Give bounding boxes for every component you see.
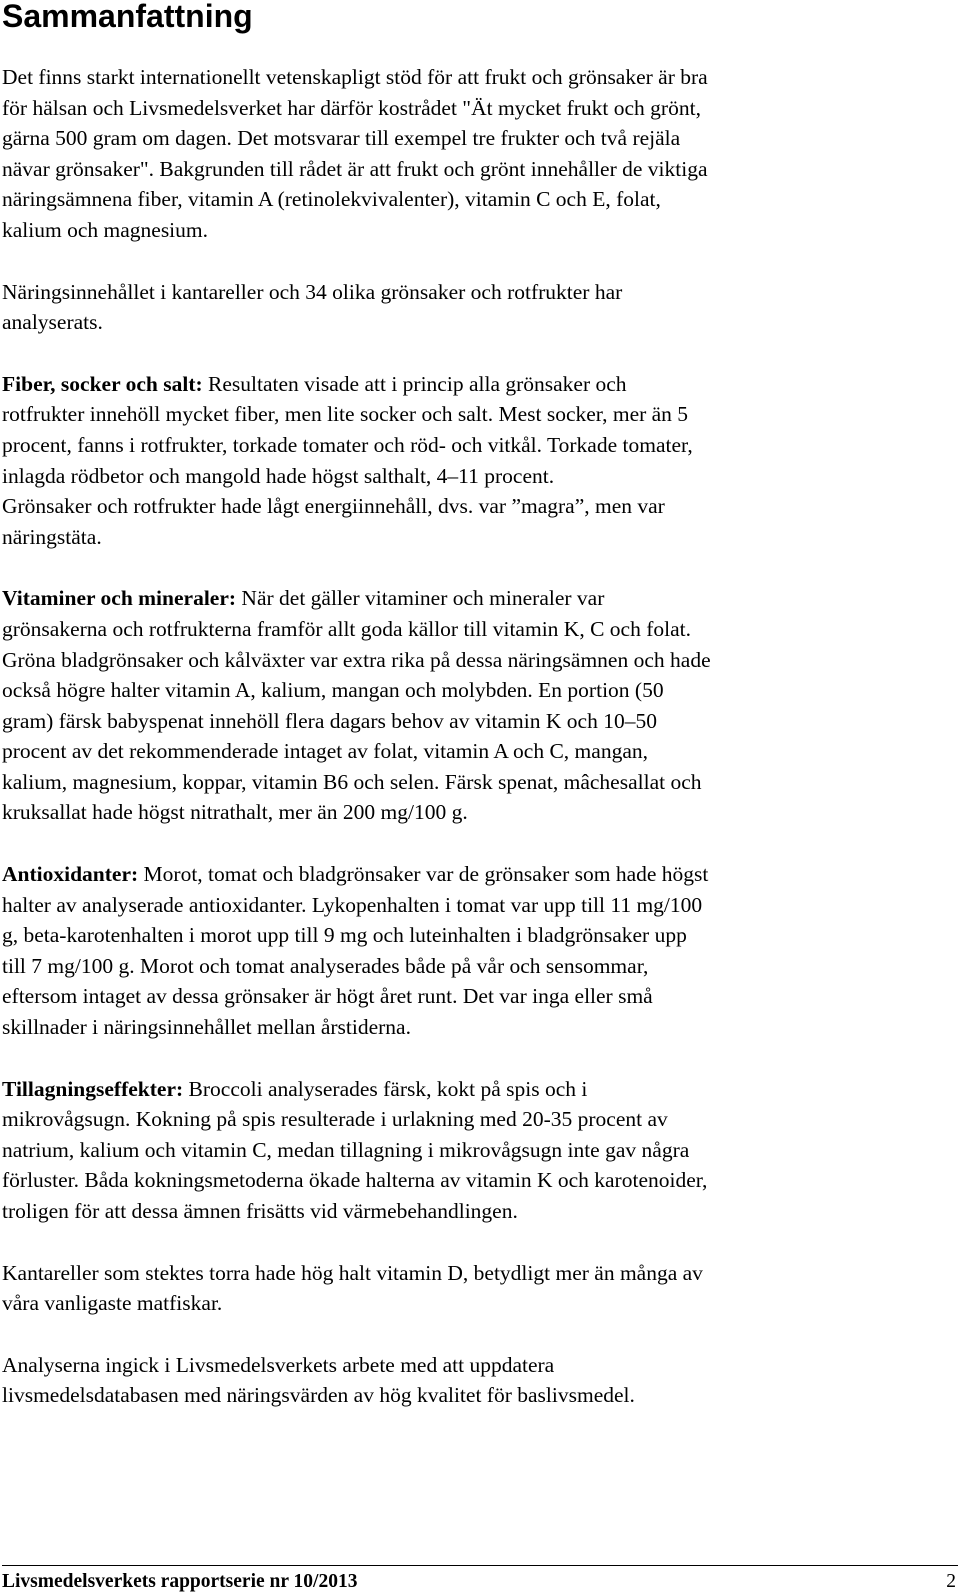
paragraph-chanterelles xyxy=(2,1258,942,1319)
paragraph-cooking-effects xyxy=(2,1074,942,1227)
report-series: Livsmedelsverkets rapportserie nr 10/2013 xyxy=(2,1571,358,1592)
text-line: skillnader i näringsinnehållet mellan årstiderna. xyxy=(2,1015,411,1040)
text-line: kalium och magnesium. xyxy=(2,217,209,242)
text-line: våra vanligaste matfiskar. xyxy=(2,1291,223,1316)
text-line: för hälsan och Livsmedelsverket har därför kostrådet "Ät mycket frukt och grönt, xyxy=(2,95,701,120)
text-line: näringsämnena fiber, vitamin A (retinolekvivalenter), vitamin C och E, folat, xyxy=(2,187,661,212)
text-line xyxy=(2,1074,942,1105)
text-line: Analyserna ingick i Livsmedelsverkets arbete med att uppdatera xyxy=(2,1352,555,1377)
text-line: förluster. Båda kokningsmetoderna ökade halterna av vitamin K och karotenoider, xyxy=(2,1168,708,1193)
text-line: troligen för att dessa ämnen frisätts vid värmebehandlingen. xyxy=(2,1199,518,1223)
text-line: procent, fanns i rotfrukter, torkade tomater och röd- och vitkål. Torkade tomater, xyxy=(2,432,693,457)
text-line: nävar grönsaker". Bakgrunden till rådet är att frukt och grönt innehåller de viktiga xyxy=(2,156,708,181)
paragraph-lead: Antioxidanter: xyxy=(2,862,139,887)
text-line xyxy=(2,369,942,400)
text-run: Morot, tomat och bladgrönsaker var de grönsaker som hade högst xyxy=(138,862,709,887)
text-line: kruksallat hade högst nitrathalt, mer än 200 mg/100 g. xyxy=(2,800,468,825)
text-run: Resultaten visade att i princip alla grönsaker och xyxy=(202,371,627,396)
text-line: Grönsaker och rotfrukter hade lågt energiinnehåll, dvs. var ”magra”, men var xyxy=(2,494,665,519)
paragraph-vitamins-minerals xyxy=(2,583,942,828)
page-heading: Sammanfattning xyxy=(2,0,253,34)
text-line: näringstäta. xyxy=(2,524,102,549)
text-line: g, beta-karotenhalten i morot upp till 9 mg och luteinhalten i bladgrönsaker upp xyxy=(2,923,687,948)
text-run: Broccoli analyserades färsk, kokt på spis och i xyxy=(183,1076,588,1101)
text-line: kalium, magnesium, koppar, vitamin B6 och selen. Färsk spenat, mâchesallat och xyxy=(2,769,702,794)
text-line: analyserats. xyxy=(2,310,103,335)
paragraph-intro xyxy=(2,62,942,246)
text-line: halter av analyserade antioxidanter. Lykopenhalten i tomat var upp till 11 mg/100 xyxy=(2,892,703,917)
text-line: Gröna bladgrönsaker och kålväxter var extra rika på dessa näringsämnen och hade xyxy=(2,647,711,672)
text-line: natrium, kalium och vitamin C, medan tillagning i mikrovågsugn inte gav några xyxy=(2,1137,690,1162)
paragraph-database xyxy=(2,1350,942,1411)
page-number: 2 xyxy=(946,1571,956,1592)
text-line: gram) färsk babyspenat innehöll flera dagars behov av vitamin K och 10–50 xyxy=(2,708,657,733)
text-line: Kantareller som stektes torra hade hög halt vitamin D, betydligt mer än många av xyxy=(2,1260,703,1285)
text-run: När det gäller vitaminer och mineraler var xyxy=(236,586,605,611)
text-line: till 7 mg/100 g. Morot och tomat analyserades både på vår och sensommar, xyxy=(2,953,649,978)
text-line: inlagda rödbetor och mangold hade högst salthalt, 4–11 procent. xyxy=(2,463,555,488)
paragraph-lead: Vitaminer och mineraler: xyxy=(2,586,237,611)
text-line: grönsakerna och rotfrukterna framför allt goda källor till vitamin K, C och folat. xyxy=(2,616,691,641)
paragraph-antioxidants xyxy=(2,859,942,1043)
paragraph-lead: Tillagningseffekter: xyxy=(2,1076,184,1101)
text-line: också högre halter vitamin A, kalium, mangan och molybden. En portion (50 xyxy=(2,678,664,703)
text-line xyxy=(2,859,942,890)
paragraph-lead: Fiber, socker och salt: xyxy=(2,371,203,396)
paragraph-fiber-sugar-salt xyxy=(2,369,942,553)
paragraph-analysis-scope xyxy=(2,277,942,338)
text-line: rotfrukter innehöll mycket fiber, men lite socker och salt. Mest socker, mer än 5 xyxy=(2,402,689,427)
text-line xyxy=(2,583,942,614)
text-line: eftersom intaget av dessa grönsaker är högt året runt. Det var inga eller små xyxy=(2,984,653,1009)
page-footer xyxy=(2,1565,958,1592)
document-body xyxy=(2,62,942,1442)
text-line: gärna 500 gram om dagen. Det motsvarar till exempel tre frukter och två rejäla xyxy=(2,126,681,151)
text-line: procent av det rekommenderade intaget av folat, vitamin A och C, mangan, xyxy=(2,739,648,764)
text-line: Näringsinnehållet i kantareller och 34 olika grönsaker och rotfrukter har xyxy=(2,279,623,304)
text-line: livsmedelsdatabasen med näringsvärden av hög kvalitet för baslivsmedel. xyxy=(2,1383,635,1408)
text-line: Det finns starkt internationellt vetenskapligt stöd för att frukt och grönsaker är bra xyxy=(2,65,708,89)
text-line: mikrovågsugn. Kokning på spis resulterade i urlakning med 20-35 procent av xyxy=(2,1107,668,1132)
